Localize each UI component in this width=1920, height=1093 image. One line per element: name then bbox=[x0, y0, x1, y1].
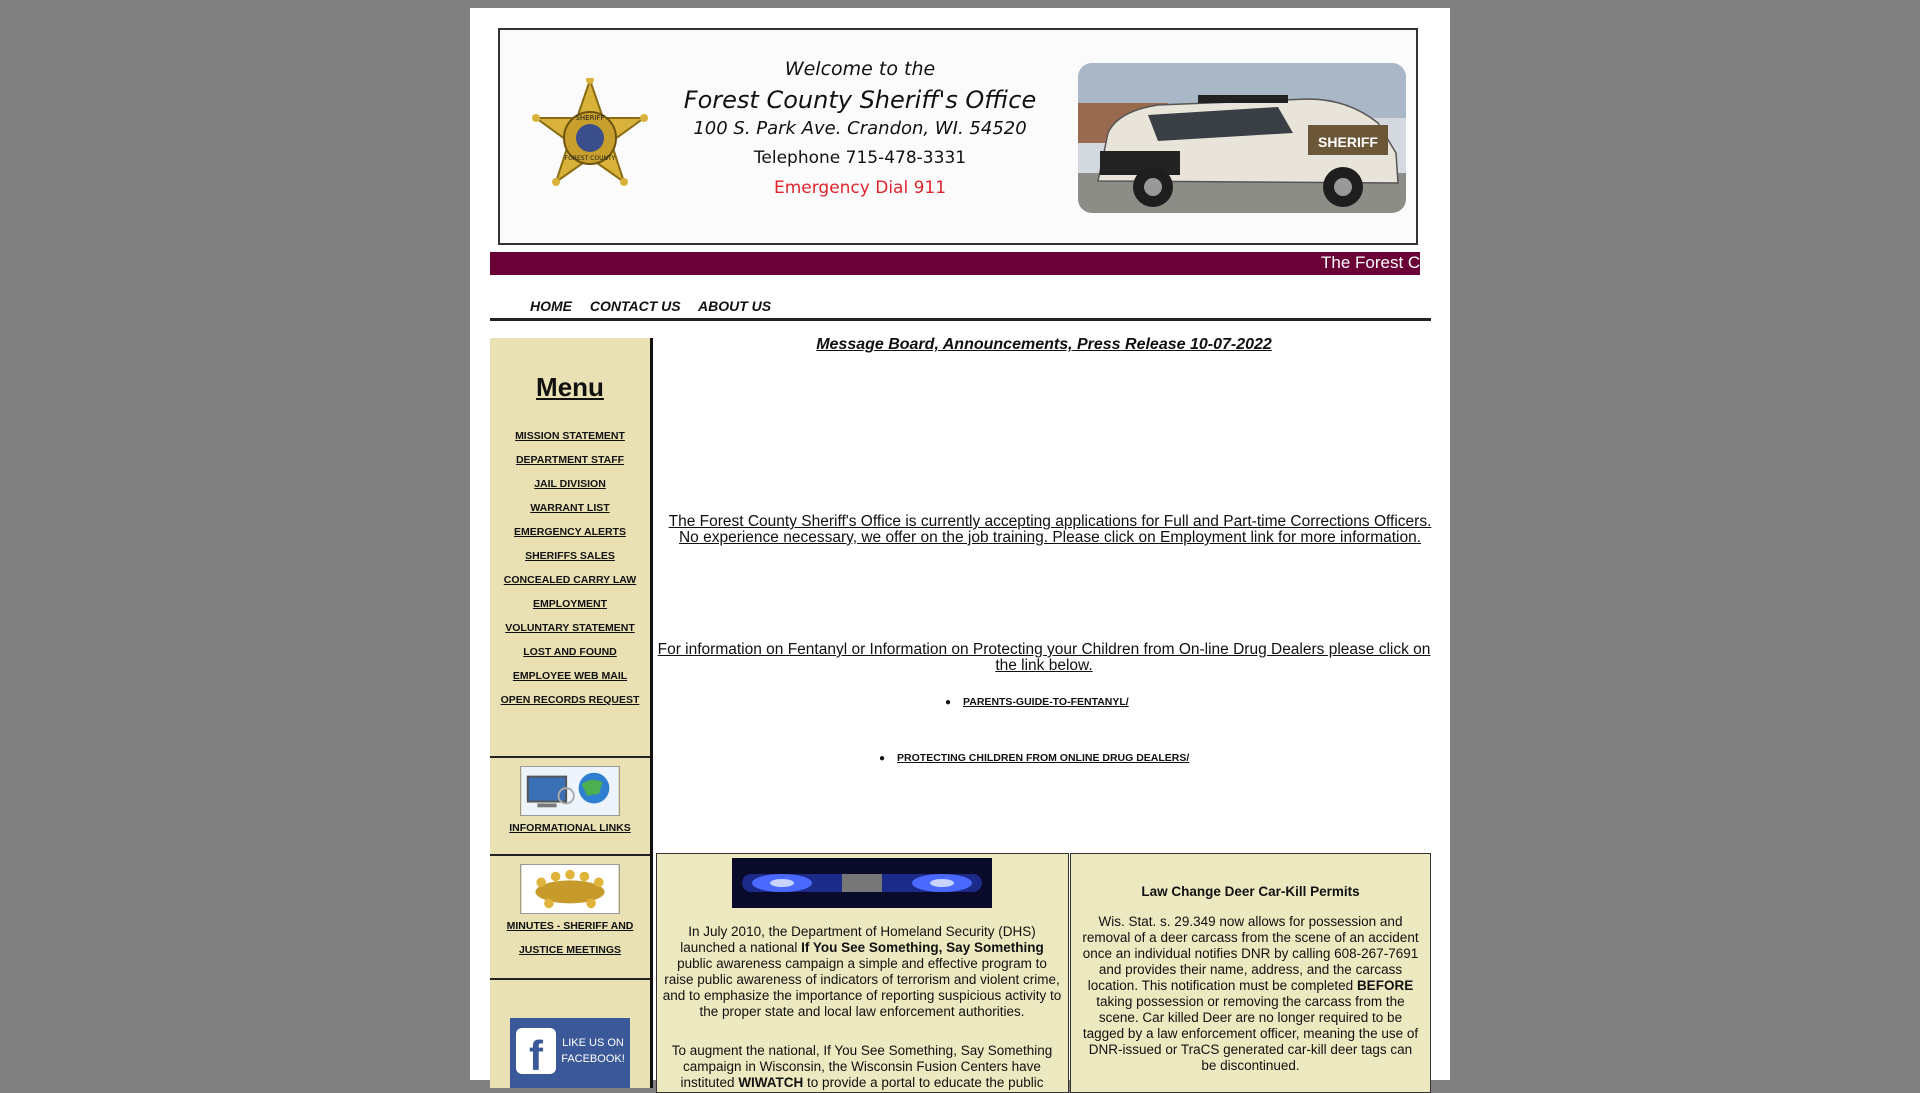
deer-car-kill-box bbox=[1070, 853, 1431, 1093]
minutes-meetings-link[interactable] bbox=[490, 914, 650, 962]
top-nav bbox=[530, 298, 785, 314]
nav-about-us[interactable]: ABOUT US bbox=[698, 298, 772, 314]
menu-item-lost-and-found[interactable]: LOST AND FOUND bbox=[523, 646, 617, 658]
police-car-image bbox=[1078, 63, 1406, 213]
deer-permits-paragraph: Wis. Stat. s. 29.349 now allows for possession and removal of a deer carcass from the scene of an accident once an individual notifies DNR by calling 608-267-7691 and provides their name, address, and the carcass location. This notification must be completed BEFORE taking possession or removing the carcass from the scene. Car killed Deer are no longer required to be tagged by a law enforcement officer, meaning the use of DNR-issued or TraCS generated car-kill deer tags can be discontinued. bbox=[1082, 914, 1419, 1073]
svg-text:SHERIFF: SHERIFF bbox=[1318, 134, 1378, 150]
menu-list bbox=[490, 428, 650, 716]
menu-item-employee-web-mail[interactable]: EMPLOYEE WEB MAIL bbox=[512, 670, 628, 682]
nav-home[interactable]: HOME bbox=[530, 298, 572, 314]
protecting-children-link[interactable]: PROTECTING CHILDREN FROM ONLINE DRUG DEALERS/ bbox=[897, 752, 1190, 764]
computer-globe-icon[interactable] bbox=[520, 766, 620, 816]
menu-item-employment[interactable]: EMPLOYMENT bbox=[532, 598, 608, 610]
sheriff-star-icon bbox=[514, 78, 666, 200]
office-name: Forest County Sheriff's Office bbox=[683, 86, 1037, 114]
meeting-table-icon[interactable] bbox=[520, 864, 620, 914]
nav-contact-us[interactable]: CONTACT US bbox=[589, 298, 681, 314]
menu-item-open-records-request[interactable]: OPEN RECORDS REQUEST bbox=[500, 694, 640, 706]
wiwatch-paragraph: To augment the national, If You See Something, Say Something campaign in Wisconsin, the Wisconsin Fusion Centers have instituted WIWATCH to provide a portal to educate the public bbox=[671, 1043, 1053, 1090]
sidebar-divider bbox=[490, 756, 650, 758]
nav-divider bbox=[490, 318, 1431, 321]
page-container bbox=[470, 8, 1450, 1090]
page-title: Message Board, Announcements, Press Release 10-07-2022 bbox=[816, 336, 1272, 353]
corrections-officer-notice[interactable]: The Forest County Sheriff's Office is currently accepting applications for Full and Part-time Corrections Officers. No experience necessary, we offer on the job training. Please click on Employment link for more information. bbox=[668, 513, 1432, 546]
svg-text:SHERIFF: SHERIFF bbox=[575, 114, 605, 122]
parents-guide-fentanyl-link[interactable]: PARENTS-GUIDE-TO-FENTANYL/ bbox=[963, 696, 1129, 708]
sidebar-divider bbox=[490, 854, 650, 856]
menu-item-warrant-list[interactable]: WARRANT LIST bbox=[530, 502, 610, 514]
list-item bbox=[879, 752, 1189, 764]
minutes-line-1[interactable]: MINUTES - SHERIFF AND bbox=[506, 920, 634, 932]
see-something-paragraph: In July 2010, the Department of Homeland Security (DHS) launched a national If You See Something, Say Something public awareness campaign a simple and effective program to raise public awareness of indicators of terrorism and violent crime, and to emphasize the importance of reporting suspicious activity to the proper state and local law enforcement authorities. bbox=[662, 924, 1062, 1019]
menu-item-jail-division[interactable]: JAIL DIVISION bbox=[534, 478, 606, 490]
menu-item-sheriffs-sales[interactable]: SHERIFFS SALES bbox=[525, 550, 615, 562]
office-telephone: Telephone 715-478-3331 bbox=[753, 148, 967, 168]
deer-permits-title: Law Change Deer Car-Kill Permits bbox=[1141, 884, 1360, 899]
menu-title: Menu bbox=[536, 372, 604, 402]
menu-item-concealed-carry-law[interactable]: CONCEALED CARRY LAW bbox=[503, 574, 637, 586]
bullet-icon: ● bbox=[879, 753, 886, 764]
menu-item-emergency-alerts[interactable]: EMERGENCY ALERTS bbox=[513, 526, 626, 538]
minutes-line-2[interactable]: JUSTICE MEETINGS bbox=[518, 944, 622, 956]
menu-item-department-staff[interactable]: DEPARTMENT STAFF bbox=[515, 454, 625, 466]
sidebar bbox=[490, 338, 653, 1088]
menu-item-mission-statement[interactable]: MISSION STATEMENT bbox=[515, 430, 625, 442]
menu-item-voluntary-statement[interactable]: VOLUNTARY STATEMENT bbox=[505, 622, 635, 634]
marquee-text: The Forest C bbox=[1321, 253, 1420, 272]
facebook-icon[interactable] bbox=[510, 1018, 630, 1088]
sidebar-divider bbox=[490, 978, 650, 980]
svg-text:LIKE US ON: LIKE US ON bbox=[562, 1037, 624, 1049]
header-banner bbox=[498, 28, 1418, 245]
list-item bbox=[945, 696, 1129, 708]
office-address: 100 S. Park Ave. Crandon, WI. 54520 bbox=[693, 118, 1027, 139]
welcome-text: Welcome to the bbox=[784, 58, 936, 80]
emergency-number: Emergency Dial 911 bbox=[773, 178, 947, 198]
svg-text:FACEBOOK!: FACEBOOK! bbox=[561, 1053, 625, 1065]
police-lightbar-image bbox=[732, 858, 992, 908]
svg-text:f: f bbox=[529, 1032, 543, 1079]
svg-text:FOREST COUNTY: FOREST COUNTY bbox=[564, 155, 616, 162]
announcement-marquee bbox=[490, 252, 1420, 275]
informational-links-link[interactable]: INFORMATIONAL LINKS bbox=[509, 822, 631, 834]
bullet-icon: ● bbox=[945, 697, 952, 708]
see-something-box bbox=[656, 853, 1069, 1093]
fentanyl-info-notice[interactable]: For information on Fentanyl or Information on Protecting your Children from On-line Drug Dealers please click on the link below. bbox=[657, 641, 1431, 674]
